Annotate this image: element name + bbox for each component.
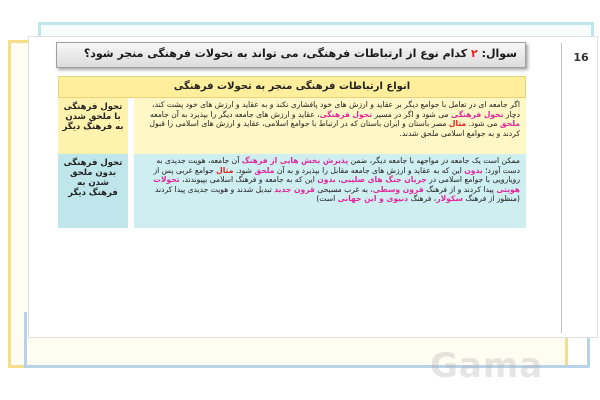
comparison-table [58, 76, 526, 228]
highlight-term: بدون [464, 165, 483, 175]
highlight-term: قرون جدید [274, 184, 315, 194]
text-segment: این که به جامعه و فرهنگ اسلامی بپیوندند، [179, 175, 318, 185]
text-segment: ، به غرب مسیحی [314, 184, 373, 194]
example-label: مثال [216, 165, 234, 175]
highlight-term: تحولات هویتی [153, 175, 520, 194]
gama-watermark: Gama [430, 346, 544, 386]
text-segment: ممکن است یک جامعه در مواجهه با جامعه دیگر، ضمن [348, 156, 520, 165]
text-segment: پیدا کردند و از فرهنگ [423, 184, 497, 194]
highlight-term: ملحق [499, 119, 520, 129]
row-content [134, 154, 526, 228]
highlight-term: دنیوی و این جهانی [337, 194, 409, 204]
highlight-term: تحول فرهنگی [319, 109, 373, 119]
question-text: کدام نوع از ارتباطات فرهنگی، می تواند به تحولات فرهنگی منجر شود؟ [83, 47, 468, 60]
text-segment: ، [335, 175, 341, 185]
highlight-term: بدون [317, 175, 336, 185]
row-label: تحول فرهنگی با ملحق شدن به فرهنگ دیگر [58, 98, 128, 154]
text-segment: اگر جامعه ای در تعامل با جوامع دیگر بر عقاید و ارزش های خود پافشاری نکند و به عقاید و ارزش های خود پشت کند، دچار [152, 100, 520, 119]
text-segment: ، عقاید و ارزش های جامعه دیگر را بپذیرد به آن جامعه [149, 109, 320, 119]
text-segment: آن جامعه، هویت جدیدی به دست آورد؛ [156, 156, 520, 175]
example-label: مثال [448, 119, 467, 129]
question-heading [56, 42, 526, 68]
highlight-term: ملحق [254, 165, 275, 175]
highlight-term: پذیرش بخش هایی از فرهنگ [241, 156, 349, 165]
slide-divider [561, 43, 562, 333]
text-segment: مصر باستان و ایران باستان که در ارتباط با جوامع اسلامی، عقاید و ارزش های اسلامی را قبول کردند و به جوامع اسلامی ملحق شدند. [149, 119, 520, 138]
page-number: 16 [573, 51, 589, 64]
text-segment: این که به عقاید و ارزش های جامعه مقابل را بپذیرد و به آن [274, 165, 465, 175]
text-segment: تبدیل شدند و هویت جدیدی پیدا کردند (منظور از فرهنگ [154, 184, 520, 204]
text-segment: ، فرهنگ [408, 194, 437, 204]
text-segment: می شود. [466, 119, 500, 129]
text-segment: جوامع غربی پس از رویارویی با جوامع اسلامی در [153, 165, 520, 185]
table-header: انواع ارتباطات فرهنگی منجر به تحولات فرهنگی [58, 76, 526, 98]
highlight-term: تحول فرهنگی [451, 109, 504, 119]
row-content [134, 98, 526, 154]
text-segment: شود. [233, 165, 255, 175]
highlight-term: سکولار [436, 194, 463, 204]
table-row [58, 154, 526, 228]
highlight-term: قرون وسطی [372, 184, 424, 194]
text-segment: است) [316, 194, 338, 204]
question-number: ۲ [471, 47, 478, 60]
table-row [58, 98, 526, 154]
highlight-term: جریان جنگ های صلیبی [340, 175, 427, 185]
row-label: تحول فرهنگی بدون ملحق شدن به فرهنگ دیگر [58, 154, 128, 228]
text-segment: می شود و اگر در مسیر [372, 109, 452, 119]
question-prefix: سوال: [481, 47, 517, 60]
